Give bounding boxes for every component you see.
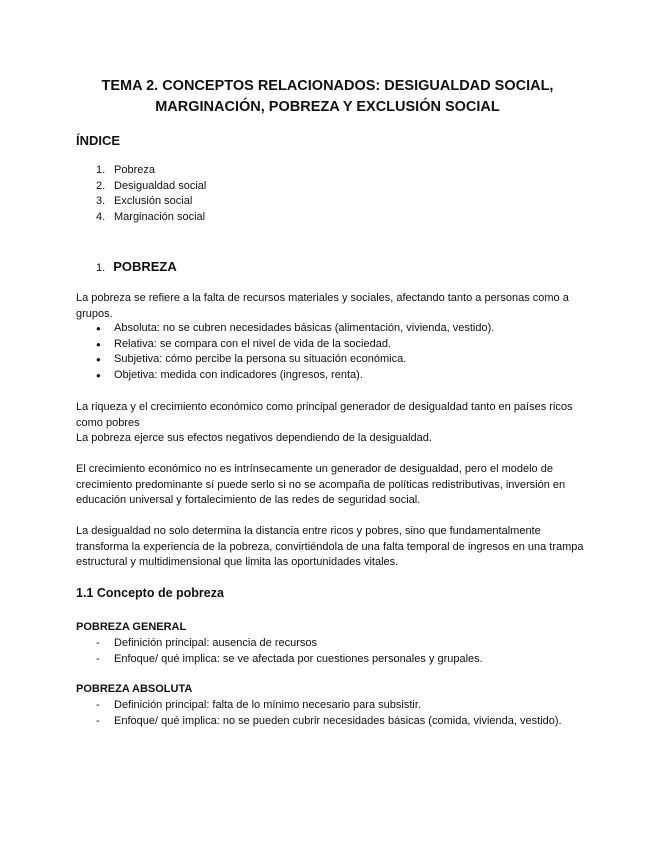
subsection-heading: 1.1 Concepto de pobreza bbox=[76, 586, 224, 600]
paragraph-efectos: La pobreza ejerce sus efectos negativos dependiendo de la desigualdad. bbox=[76, 432, 432, 444]
index-item-number: 2. bbox=[96, 179, 106, 192]
list-item: - Definición principal: falta de lo mínimo necesario para subsistir. bbox=[76, 698, 566, 714]
list-item: - Definición principal: ausencia de recursos bbox=[76, 636, 566, 652]
list-item: - Enfoque/ qué implica: se ve afectada por cuestiones personales y grupales. bbox=[76, 652, 566, 668]
index-item-label: Marginación social bbox=[114, 210, 206, 223]
document-title bbox=[60, 76, 595, 118]
poverty-types-list bbox=[76, 321, 494, 383]
index-heading: ÍNDICE bbox=[76, 133, 121, 148]
list-item: - Enfoque/ qué implica: no se pueden cubrir necesidades básicas (comida, vivienda, vestido). bbox=[76, 714, 566, 730]
index-item bbox=[76, 210, 206, 226]
paragraph-desigualdad: La desigualdad no solo determina la distancia entre ricos y pobres, sino que fundamentalmente transforma la experiencia de la pobreza, convirtiéndola de una falta temporal de ingresos en una trampa estructural y multidimensional que limita las oportunidades vitales. bbox=[76, 525, 584, 568]
paragraph-crecimiento: El crecimiento económico no es intrínsecamente un generador de desigualdad, pero el modelo de crecimiento predominante sí puede serlo si no se acompaña de políticas redistributivas, inversión en educación universal y fortalecimiento de las redes de seguridad social. bbox=[76, 463, 566, 506]
section-title: POBREZA bbox=[113, 259, 177, 274]
paragraph-riqueza: La riqueza y el crecimiento económico como principal generador de desigualdad tanto en países ricos como pobres bbox=[76, 401, 573, 429]
index-item-label: Desigualdad social bbox=[114, 179, 207, 192]
list-item: ● Relativa: se compara con el nivel de vida de la sociedad. bbox=[76, 337, 494, 353]
list-item: ● Subjetiva: cómo percibe la persona su situación económica. bbox=[76, 352, 494, 368]
index-item-label: Exclusión social bbox=[114, 195, 193, 207]
paragraph-intro: La pobreza se refiere a la falta de recursos materiales y sociales, afectando tanto a personas como a grupos. bbox=[76, 292, 569, 320]
title-line-1: TEMA 2. CONCEPTOS RELACIONADOS: DESIGUALDAD SOCIAL, bbox=[101, 78, 554, 94]
section-heading-pobreza bbox=[96, 259, 177, 274]
index-item-number: 3. bbox=[96, 195, 106, 207]
index-item bbox=[76, 163, 206, 179]
index-item bbox=[76, 194, 206, 210]
heading-pobreza-absoluta: POBREZA ABSOLUTA bbox=[76, 683, 193, 695]
pobreza-absoluta-list bbox=[76, 698, 566, 729]
list-item: ● Absoluta: no se cubren necesidades básicas (alimentación, vivienda, vestido). bbox=[76, 321, 494, 337]
index-item-number: 1. bbox=[96, 164, 106, 176]
section-number: 1. bbox=[96, 262, 106, 274]
index-item-number: 4. bbox=[96, 210, 106, 223]
title-line-2: MARGINACIÓN, POBREZA Y EXCLUSIÓN SOCIAL bbox=[155, 99, 500, 115]
pobreza-general-list bbox=[76, 636, 566, 667]
list-item: ● Objetiva: medida con indicadores (ingresos, renta). bbox=[76, 368, 494, 384]
index-list bbox=[76, 163, 206, 225]
index-item bbox=[76, 179, 206, 195]
heading-pobreza-general: POBREZA GENERAL bbox=[76, 621, 187, 633]
index-item-label: Pobreza bbox=[114, 164, 155, 176]
